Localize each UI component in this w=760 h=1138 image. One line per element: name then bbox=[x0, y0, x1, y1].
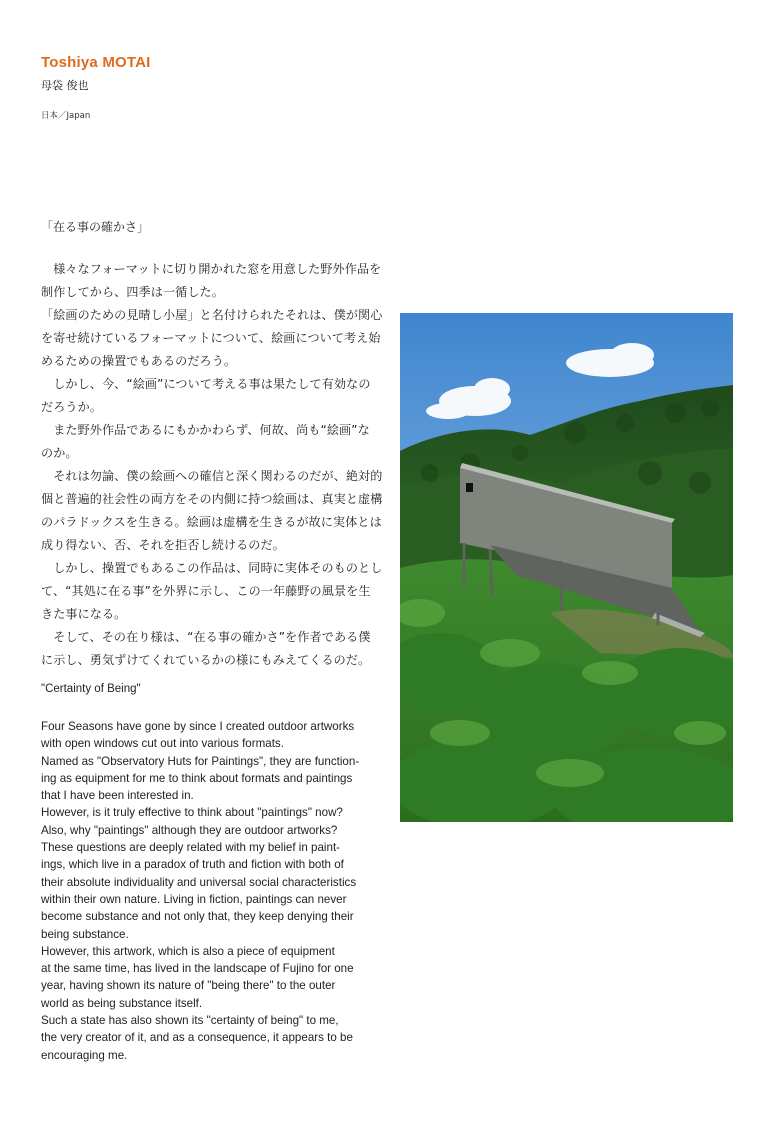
english-text-line: ings, which live in a paradox of truth and fiction with both of bbox=[41, 858, 344, 872]
english-text-line: their absolute individuality and universal social characteristics bbox=[41, 875, 357, 889]
artist-name: Toshiya MOTAI bbox=[41, 54, 151, 71]
english-text-line: with open windows cut out into various formats. bbox=[41, 737, 284, 751]
artwork-photo bbox=[400, 313, 733, 822]
english-text-line: become substance and not only that, they keep denying their bbox=[41, 910, 354, 924]
english-text-line: Also, why "paintings" although they are outdoor artworks? bbox=[41, 823, 338, 837]
english-title: "Certainty of Being" bbox=[41, 683, 141, 695]
english-text-line: being substance. bbox=[41, 927, 129, 941]
japanese-text-line: 成り得ない、否、それを拒否し続けるのだ。 bbox=[41, 538, 285, 552]
english-text-line: Such a state has also shown its "certainty of being" to me, bbox=[41, 1014, 339, 1028]
japanese-text-line: のか。 bbox=[41, 446, 78, 460]
japanese-text-line: それは勿論、僕の絵画への確信と深く関わるのだが、絶対的 bbox=[41, 469, 383, 483]
english-text-line: within their own nature. Living in fiction, paintings can never bbox=[41, 892, 347, 906]
japanese-text-line: めるための操置でもあるのだろう。 bbox=[41, 354, 237, 368]
english-text-line: at the same time, has lived in the landscape of Fujino for one bbox=[41, 962, 354, 976]
english-text-line: world as being substance itself. bbox=[41, 996, 203, 1010]
japanese-body bbox=[41, 258, 381, 672]
english-text-line: the very creator of it, and as a consequence, it appears to be bbox=[41, 1031, 353, 1045]
english-text-line: However, this artwork, which is also a piece of equipment bbox=[41, 944, 335, 958]
japanese-text-line: そして、その在り様は、“在る事の確かさ”を作者である僕 bbox=[41, 630, 371, 644]
japanese-text-line: 制作してから、四季は一循した。 bbox=[41, 285, 224, 299]
japanese-text-line: に示し、勇気ずけてくれているかの様にもみえてくるのだ。 bbox=[41, 653, 371, 667]
artist-name-japanese: 母袋 俊也 bbox=[41, 79, 89, 92]
japanese-text-line: を寄せ続けているフォーマットについて、絵画について考え始 bbox=[41, 331, 381, 345]
japanese-text-line: 個と普遍的社会性の両方をその内側に持つ絵画は、真実と虚構 bbox=[41, 492, 383, 506]
japanese-title: 「在る事の確かさ」 bbox=[41, 220, 150, 234]
japanese-text-line: 様々なフォーマットに切り開かれた窓を用意した野外作品を bbox=[41, 262, 382, 276]
country-label: 日本／Japan bbox=[41, 111, 91, 121]
english-text-line: These questions are deeply related with my belief in paint- bbox=[41, 841, 341, 855]
english-text-line: However, is it truly effective to think about "paintings" now? bbox=[41, 806, 343, 820]
japanese-text-line: て、“其処に在る事”を外界に示し、この一年藤野の風景を生 bbox=[41, 584, 371, 598]
japanese-text-line: しかし、今、“絵画”について考える事は果たして有効なの bbox=[41, 377, 371, 391]
english-text-line: encouraging me. bbox=[41, 1048, 128, 1062]
english-text-line: that I have been interested in. bbox=[41, 789, 194, 803]
english-text-line: ing as equipment for me to think about formats and paintings bbox=[41, 771, 353, 785]
japanese-text-line: しかし、操置でもあるこの作品は、同時に実体そのものとし bbox=[41, 561, 383, 575]
english-text-line: Four Seasons have gone by since I created outdoor artworks bbox=[41, 720, 355, 733]
japanese-text-line: 「絵画のための見晴し小屋」と名付けられたそれは、僕が関心 bbox=[41, 308, 383, 322]
japanese-text-line: だろうか。 bbox=[41, 400, 102, 414]
english-text-line: year, having shown its nature of "being there" to the outer bbox=[41, 979, 336, 993]
japanese-text-line: また野外作品であるにもかかわらず、何故、尚も“絵画”な bbox=[41, 423, 370, 437]
english-body bbox=[41, 718, 381, 1064]
japanese-text-line: のパラドックスを生きる。絵画は虚構を生きるが故に実体とは bbox=[41, 515, 382, 529]
japanese-text-line: きた事になる。 bbox=[41, 607, 127, 621]
english-text-line: Named as "Observatory Huts for Paintings", they are function- bbox=[41, 754, 360, 768]
